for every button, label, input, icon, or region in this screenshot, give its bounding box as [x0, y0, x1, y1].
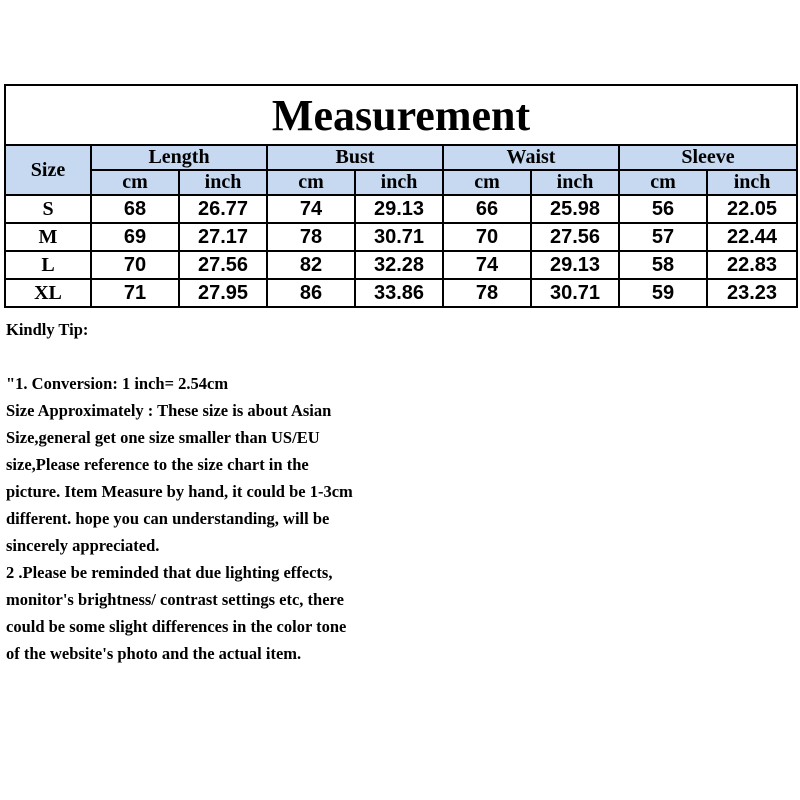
measurement-cell: 56	[619, 195, 707, 223]
group-header-waist: Waist	[443, 145, 619, 170]
measurement-cell: 82	[267, 251, 355, 279]
size-column-header: Size	[5, 145, 91, 195]
measurement-cell: 71	[91, 279, 179, 307]
table-row	[5, 223, 797, 251]
measurement-cell: 27.95	[179, 279, 267, 307]
group-header-sleeve: Sleeve	[619, 145, 797, 170]
kindly-tip-notes	[6, 316, 466, 667]
tip-line: picture. Item Measure by hand, it could be 1-3cm	[6, 482, 353, 501]
unit-header-sleeve-cm: cm	[619, 170, 707, 195]
size-cell: XL	[5, 279, 91, 307]
unit-header-length-inch: inch	[179, 170, 267, 195]
measurement-cell: 27.56	[531, 223, 619, 251]
measurement-cell: 66	[443, 195, 531, 223]
tip-heading: Kindly Tip:	[6, 320, 89, 339]
measurement-cell: 59	[619, 279, 707, 307]
measurement-cell: 58	[619, 251, 707, 279]
tip-line: monitor's brightness/ contrast settings etc, there	[6, 590, 344, 609]
measurement-cell: 22.44	[707, 223, 797, 251]
measurement-cell: 22.83	[707, 251, 797, 279]
size-cell: S	[5, 195, 91, 223]
tip-line: different. hope you can understanding, will be	[6, 509, 330, 528]
measurement-cell: 86	[267, 279, 355, 307]
measurement-cell: 26.77	[179, 195, 267, 223]
table-row	[5, 195, 797, 223]
tip-line: could be some slight differences in the color tone	[6, 617, 347, 636]
tip-line: size,Please reference to the size chart in the	[6, 455, 309, 474]
measurement-cell: 22.05	[707, 195, 797, 223]
unit-header-bust-cm: cm	[267, 170, 355, 195]
tip-line: Size Approximately : These size is about Asian	[6, 401, 332, 420]
unit-header-sleeve-inch: inch	[707, 170, 797, 195]
measurement-cell: 78	[443, 279, 531, 307]
measurement-cell: 74	[267, 195, 355, 223]
measurement-cell: 30.71	[355, 223, 443, 251]
group-header-bust: Bust	[267, 145, 443, 170]
unit-header-length-cm: cm	[91, 170, 179, 195]
measurement-cell: 23.23	[707, 279, 797, 307]
measurement-cell: 70	[91, 251, 179, 279]
tip-line: 2 .Please be reminded that due lighting effects,	[6, 563, 333, 582]
size-cell: M	[5, 223, 91, 251]
size-cell: L	[5, 251, 91, 279]
unit-header-bust-inch: inch	[355, 170, 443, 195]
measurement-cell: 29.13	[531, 251, 619, 279]
tip-spacer	[6, 343, 466, 370]
measurement-cell: 74	[443, 251, 531, 279]
measurement-cell: 32.28	[355, 251, 443, 279]
tip-lines	[6, 370, 466, 667]
table-row	[5, 251, 797, 279]
size-chart-container	[4, 84, 796, 308]
tip-line: Size,general get one size smaller than US/EU	[6, 428, 320, 447]
tip-line: "1. Conversion: 1 inch= 2.54cm	[6, 374, 229, 393]
tip-line: of the website's photo and the actual item.	[6, 644, 302, 663]
measurement-cell: 25.98	[531, 195, 619, 223]
measurement-cell: 33.86	[355, 279, 443, 307]
measurement-cell: 27.56	[179, 251, 267, 279]
measurement-cell: 27.17	[179, 223, 267, 251]
tip-line: sincerely appreciated.	[6, 536, 160, 555]
measurement-cell: 29.13	[355, 195, 443, 223]
table-row	[5, 279, 797, 307]
unit-header-waist-inch: inch	[531, 170, 619, 195]
measurement-cell: 69	[91, 223, 179, 251]
measurement-cell: 70	[443, 223, 531, 251]
unit-header-waist-cm: cm	[443, 170, 531, 195]
measurement-cell: 30.71	[531, 279, 619, 307]
measurement-cell: 68	[91, 195, 179, 223]
measurement-cell: 57	[619, 223, 707, 251]
group-header-length: Length	[91, 145, 267, 170]
chart-title: Measurement	[5, 85, 797, 145]
size-chart-table	[4, 84, 798, 308]
measurement-cell: 78	[267, 223, 355, 251]
